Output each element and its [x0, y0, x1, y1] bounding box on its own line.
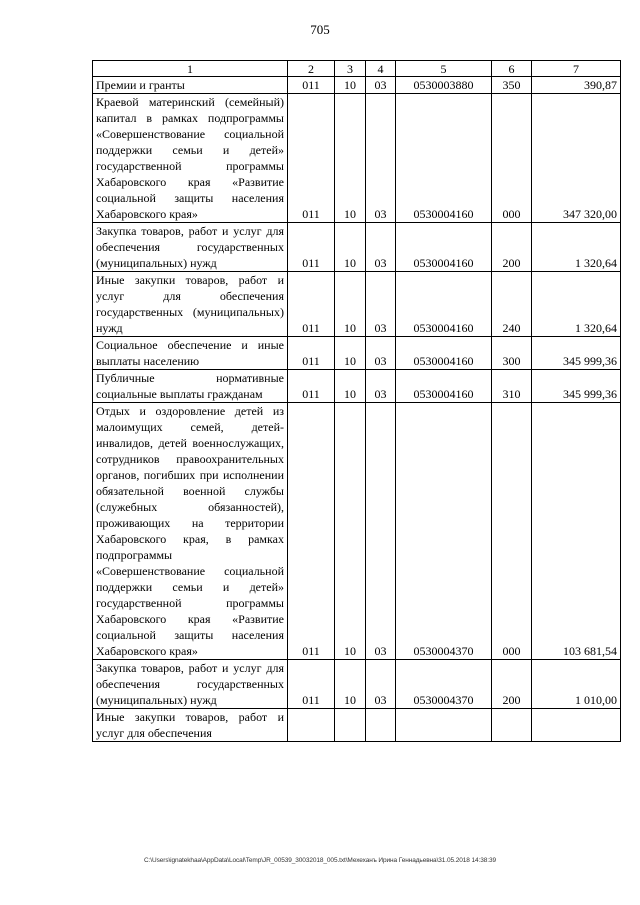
column-header: 1	[93, 61, 288, 77]
cell-expense-type: 000	[492, 94, 532, 223]
cell-expense-type	[492, 709, 532, 742]
table-row	[93, 272, 621, 337]
budget-table	[92, 60, 621, 742]
cell-target-article: 0530004160	[396, 94, 492, 223]
table-header-row	[93, 61, 621, 77]
row-name: Социальное обеспечение и иные выплаты населению	[93, 337, 288, 370]
cell-code: 011	[288, 94, 335, 223]
cell-expense-type: 350	[492, 77, 532, 94]
cell-expense-type: 240	[492, 272, 532, 337]
column-header: 4	[366, 61, 396, 77]
cell-code: 011	[288, 403, 335, 660]
cell-code: 011	[288, 337, 335, 370]
cell-amount: 103 681,54	[532, 403, 621, 660]
cell-amount: 1 320,64	[532, 223, 621, 272]
cell-target-article: 0530004160	[396, 370, 492, 403]
row-name: Публичные нормативные социальные выплаты гражданам	[93, 370, 288, 403]
cell-expense-type: 200	[492, 223, 532, 272]
cell-subsection: 03	[366, 77, 396, 94]
table-row	[93, 660, 621, 709]
cell-subsection: 03	[366, 403, 396, 660]
column-header: 5	[396, 61, 492, 77]
table-row	[93, 370, 621, 403]
cell-section: 10	[335, 94, 366, 223]
cell-expense-type: 000	[492, 403, 532, 660]
file-path-footer: C:\Users\ignatekhaa\AppData\Local\Temp\JR_00539_30032018_005.txt\Мехеханъ Ирина Геннадьевна\31.05.2018 14:38:39	[143, 857, 497, 864]
cell-target-article: 0530004160	[396, 272, 492, 337]
cell-amount: 1 010,00	[532, 660, 621, 709]
cell-section: 10	[335, 403, 366, 660]
cell-code: 011	[288, 223, 335, 272]
cell-code	[288, 709, 335, 742]
row-name: Закупка товаров, работ и услуг для обеспечения государственных (муниципальных) нужд	[93, 223, 288, 272]
cell-target-article: 0530003880	[396, 77, 492, 94]
cell-subsection: 03	[366, 660, 396, 709]
cell-section: 10	[335, 223, 366, 272]
cell-subsection: 03	[366, 94, 396, 223]
table-row	[93, 337, 621, 370]
row-name: Отдых и оздоровление детей из малоимущих семей, детей-инвалидов, детей военнослужащих, сотрудников правоохранительных органов, погибших при исполнении обязательной военной службы (служебных обязанностей), проживающих на территории Хабаровского края, в рамках подпрограммы «Совершенствование социальной поддержки семьи и детей» государственной программы Хабаровского края «Развитие социальной защиты населения Хабаровского края»	[93, 403, 288, 660]
cell-amount: 347 320,00	[532, 94, 621, 223]
table-row	[93, 77, 621, 94]
cell-target-article	[396, 709, 492, 742]
cell-subsection: 03	[366, 272, 396, 337]
row-name: Закупка товаров, работ и услуг для обеспечения государственных (муниципальных) нужд	[93, 660, 288, 709]
cell-amount: 345 999,36	[532, 337, 621, 370]
cell-expense-type: 200	[492, 660, 532, 709]
page-number: 705	[310, 22, 330, 37]
cell-expense-type: 300	[492, 337, 532, 370]
cell-amount: 345 999,36	[532, 370, 621, 403]
table-row	[93, 403, 621, 660]
cell-code: 011	[288, 370, 335, 403]
cell-subsection: 03	[366, 337, 396, 370]
cell-target-article: 0530004160	[396, 223, 492, 272]
cell-amount	[532, 709, 621, 742]
column-header: 7	[532, 61, 621, 77]
cell-code: 011	[288, 660, 335, 709]
row-name: Иные закупки товаров, работ и услуг для обеспечения государственных (муниципальных) нужд	[93, 272, 288, 337]
column-header: 2	[288, 61, 335, 77]
cell-section: 10	[335, 370, 366, 403]
cell-subsection	[366, 709, 396, 742]
cell-section: 10	[335, 77, 366, 94]
row-name: Иные закупки товаров, работ и услуг для обеспечения	[93, 709, 288, 742]
table-row	[93, 709, 621, 742]
cell-amount: 1 320,64	[532, 272, 621, 337]
table-row	[93, 223, 621, 272]
cell-section: 10	[335, 337, 366, 370]
column-header: 3	[335, 61, 366, 77]
cell-code: 011	[288, 77, 335, 94]
cell-subsection: 03	[366, 223, 396, 272]
cell-expense-type: 310	[492, 370, 532, 403]
cell-section	[335, 709, 366, 742]
cell-code: 011	[288, 272, 335, 337]
cell-target-article: 0530004370	[396, 403, 492, 660]
row-name: Премии и гранты	[93, 77, 288, 94]
cell-section: 10	[335, 272, 366, 337]
cell-target-article: 0530004160	[396, 337, 492, 370]
cell-target-article: 0530004370	[396, 660, 492, 709]
table-row	[93, 94, 621, 223]
column-header: 6	[492, 61, 532, 77]
cell-amount: 390,87	[532, 77, 621, 94]
cell-section: 10	[335, 660, 366, 709]
cell-subsection: 03	[366, 370, 396, 403]
row-name: Краевой материнский (семейный) капитал в рамках подпрограммы «Совершенствование социальной поддержки семьи и детей» государственной программы Хабаровского края «Развитие социальной защиты населения Хабаровского края»	[93, 94, 288, 223]
